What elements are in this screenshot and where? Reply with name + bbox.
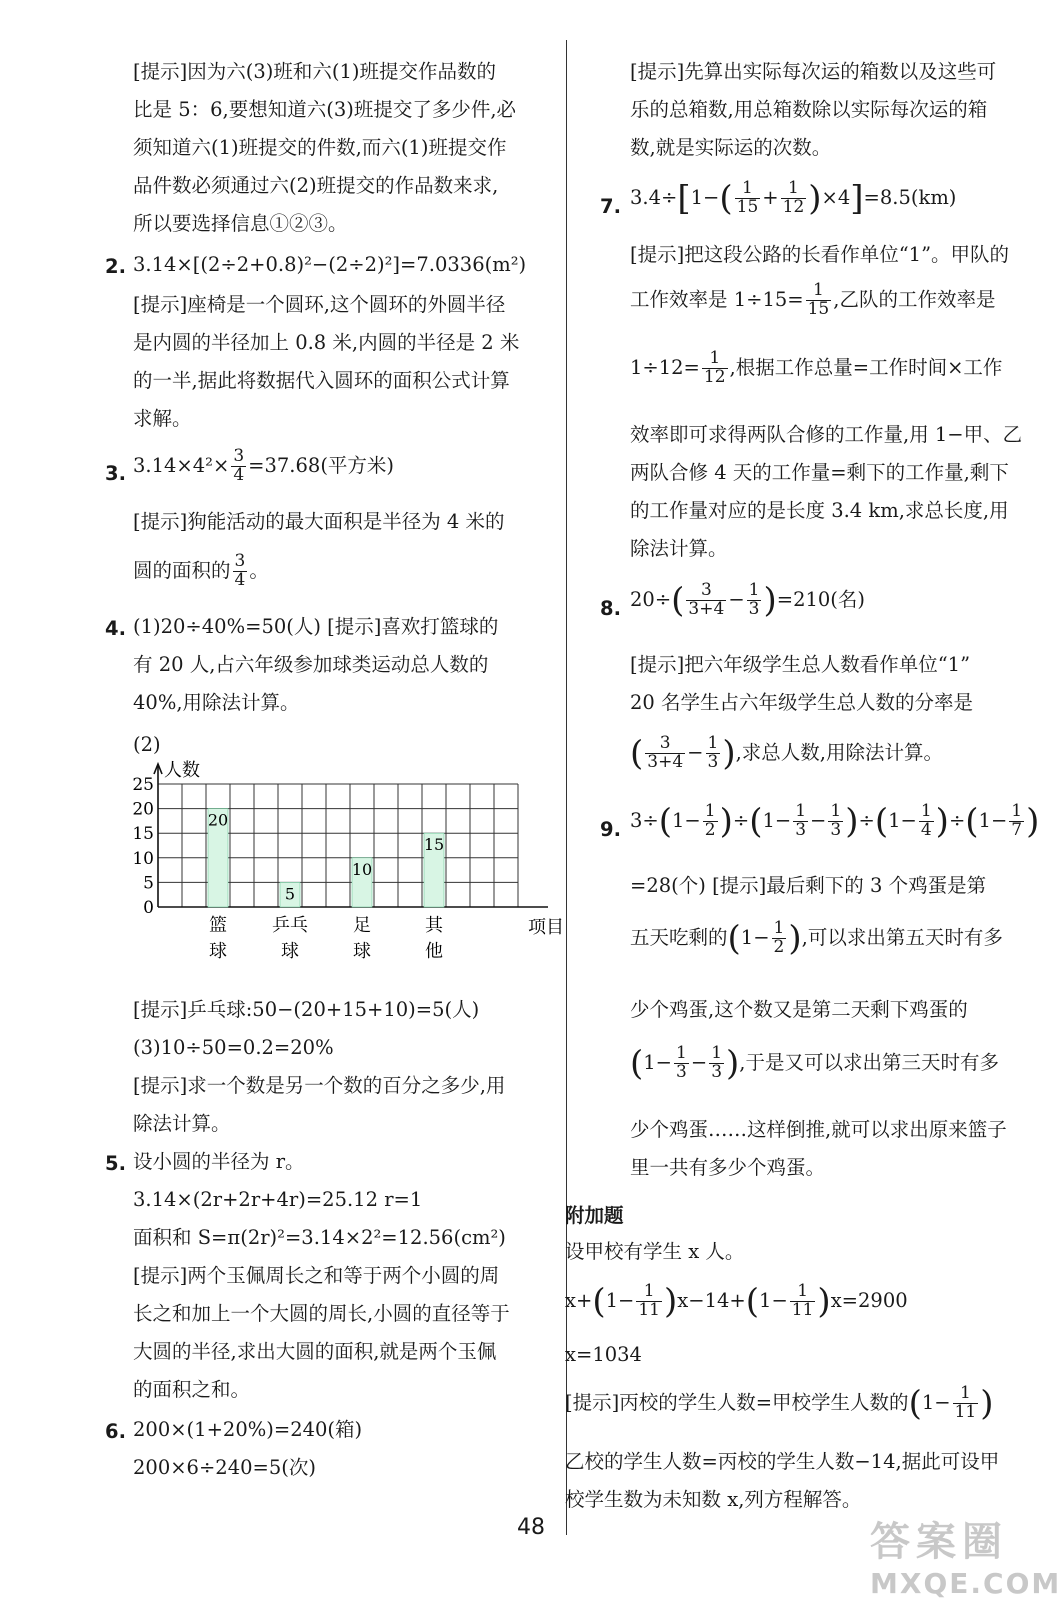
q2-tip-line: 是内圆的半径加上 0.8 米,内圆的半径是 2 米 bbox=[133, 331, 520, 354]
fraction-numerator: 1 bbox=[704, 801, 716, 821]
extra-line: 设甲校有学生 x 人。 bbox=[565, 1240, 745, 1263]
paren-open: ( bbox=[658, 801, 673, 842]
q7-tip-line: 的工作量对应的是长度 3.4 km,求总长度,用 bbox=[630, 499, 1009, 522]
q6-tip-line: [提示]先算出实际每次运的箱数以及这些可 bbox=[630, 60, 997, 83]
q1-tip-line: 品件数必须通过六(2)班提交的作品数来求, bbox=[133, 174, 499, 197]
q3-formula-b: =37.68(平方米) bbox=[248, 453, 395, 477]
q6-tip-line: 数,就是实际运的次数。 bbox=[630, 136, 832, 159]
paren-open: ( bbox=[719, 178, 733, 219]
q9-number: 9. bbox=[600, 818, 621, 841]
fraction bbox=[735, 180, 761, 217]
fraction-numerator: 1 bbox=[920, 801, 932, 821]
fraction-denominator: 11 bbox=[954, 1401, 977, 1422]
fraction bbox=[953, 1385, 979, 1422]
paren-close: ) bbox=[808, 178, 822, 219]
fraction bbox=[747, 582, 762, 619]
q7-tip-line: 效率即可求得两队合修的工作量,用 1−甲、乙 bbox=[630, 423, 1023, 446]
category-label: 他 bbox=[425, 941, 443, 962]
x-axis-label: 项目 bbox=[528, 917, 564, 938]
fraction bbox=[706, 735, 721, 772]
category-label: 足 bbox=[353, 915, 371, 936]
paren-open: ( bbox=[745, 1281, 760, 1322]
fraction bbox=[828, 803, 843, 840]
extra-tip-line: 乙校的学生人数=丙校的学生人数−14,据此可设甲 bbox=[565, 1450, 1000, 1473]
q1-tip-line: 比是 5：6,要想知道六(3)班提交了多少件,必 bbox=[133, 98, 517, 121]
extra-text: x−14+ bbox=[677, 1288, 746, 1312]
extra-section-title: 附加题 bbox=[565, 1204, 624, 1227]
fraction-denominator: 2 bbox=[773, 936, 785, 957]
fraction bbox=[686, 582, 726, 619]
category-label: 篮 bbox=[209, 915, 227, 936]
paren-close: ) bbox=[719, 801, 733, 842]
q5-line: 面积和 S=π(2r)²=3.14×2²=12.56(cm²) bbox=[133, 1226, 506, 1249]
fraction-denominator: 4 bbox=[233, 464, 245, 485]
fraction-denominator: 3+4 bbox=[647, 751, 684, 772]
q2-tip-line: [提示]座椅是一个圆环,这个圆环的外圆半径 bbox=[133, 293, 506, 316]
data-label: 20 bbox=[207, 810, 229, 830]
watermark-logo bbox=[870, 1510, 1061, 1600]
fraction bbox=[806, 282, 832, 319]
paren-close: ) bbox=[722, 733, 736, 774]
q3-formula-a: 3.14×4²× bbox=[133, 453, 230, 477]
q1-tip-line: 须知道六(1)班提交的件数,而六(1)班提交作 bbox=[133, 136, 507, 159]
q4-after-line: 除法计算。 bbox=[133, 1112, 231, 1135]
fraction-denominator: 11 bbox=[638, 1299, 660, 1320]
q7-tip-line: 除法计算。 bbox=[630, 537, 728, 560]
fraction-numerator: 3 bbox=[645, 735, 685, 754]
q4-line: (2) bbox=[133, 733, 161, 756]
fraction bbox=[636, 1283, 662, 1320]
q9-line: =28(个) [提示]最后剩下的 3 个鸡蛋是第 bbox=[630, 874, 987, 897]
y-axis-label: 人数 bbox=[164, 760, 200, 781]
q3-tip-end: 。 bbox=[249, 558, 269, 582]
extra-tip-text: [提示]丙校的学生人数=甲校学生人数的 bbox=[565, 1390, 909, 1414]
q8-tip-line: 20 名学生占六年级学生总人数的分率是 bbox=[630, 691, 974, 714]
fraction-denominator: 3 bbox=[748, 598, 760, 619]
q9-line: (1− $\frac{1}{3}$ − $\frac{1}{3}$ ),于是又可以求出第三天时有多 bbox=[630, 1043, 999, 1084]
q9-formula: 3÷(1− $\frac{1}{2}$ )÷(1− $\frac{1}{3}$ − $\frac{1}{3}$ )÷(1− $\frac{1}{4}$ )÷(1− $\frac{1}{7}$ ) bbox=[630, 801, 1040, 842]
fraction-numerator: 1 bbox=[806, 282, 832, 301]
paren-open: ( bbox=[630, 733, 644, 774]
paren-open: ( bbox=[874, 801, 889, 842]
paren-open: ( bbox=[671, 580, 685, 621]
fraction-numerator: 1 bbox=[748, 580, 760, 600]
fraction-numerator: 1 bbox=[707, 733, 719, 753]
fraction-denominator: 7 bbox=[1011, 819, 1023, 840]
q7-tip-text: 1÷12= bbox=[630, 355, 700, 379]
q3-tip-text: 圆的面积的 bbox=[133, 558, 231, 582]
y-tick-label: 0 bbox=[143, 898, 154, 918]
q4-after-line: (3)10÷50=0.2=20% bbox=[133, 1036, 334, 1059]
q7-number: 7. bbox=[600, 195, 621, 218]
fraction bbox=[919, 803, 934, 840]
fraction-numerator: 3 bbox=[686, 582, 726, 601]
fraction bbox=[1009, 803, 1024, 840]
paren-open: ( bbox=[727, 918, 741, 959]
paren-open: ( bbox=[749, 801, 763, 842]
fraction-denominator: 15 bbox=[736, 196, 759, 217]
q4-number: 4. bbox=[105, 617, 126, 640]
page-number: 48 bbox=[517, 1515, 545, 1540]
paren-open: ( bbox=[592, 1281, 606, 1322]
q9-text: ,于是又可以求出第三天时有多 bbox=[739, 1050, 999, 1074]
bracket-open: [ bbox=[677, 178, 691, 219]
extra-text: x=2900 bbox=[830, 1288, 908, 1312]
fraction-denominator: 4 bbox=[234, 569, 246, 590]
q8-tip-line: ( $\frac{3}{3+4}$ − $\frac{1}{3}$ ),求总人数,用除法计算。 bbox=[630, 733, 943, 774]
q8-number: 8. bbox=[600, 597, 621, 620]
fraction-denominator: 3 bbox=[711, 1061, 723, 1082]
fraction bbox=[674, 1045, 689, 1082]
fraction-numerator: 1 bbox=[735, 180, 761, 199]
category-label: 其 bbox=[425, 915, 443, 936]
paren-close: ) bbox=[845, 801, 859, 842]
q3-number: 3. bbox=[105, 462, 126, 485]
paren-close: ) bbox=[726, 1043, 740, 1084]
fraction bbox=[790, 1283, 816, 1320]
q5-line: [提示]两个玉佩周长之和等于两个小圆的周 bbox=[133, 1264, 500, 1287]
fraction bbox=[781, 180, 807, 217]
fraction-numerator: 1 bbox=[711, 1043, 723, 1063]
q9-text: ,可以求出第五天时有多 bbox=[801, 925, 1003, 949]
q7-formula-text: 3.4÷ bbox=[630, 185, 678, 209]
paren-close: ) bbox=[980, 1383, 994, 1424]
fraction-numerator: 1 bbox=[773, 918, 785, 938]
q8-tip-text: ,求总人数,用除法计算。 bbox=[735, 740, 943, 764]
category-label: 乒乓 bbox=[272, 915, 308, 936]
fraction-numerator: 1 bbox=[1011, 801, 1023, 821]
q4-line: (1)20÷40%=50(人) [提示]喜欢打篮球的 bbox=[133, 615, 499, 638]
q2-number: 2. bbox=[105, 255, 126, 278]
q6-tip-line: 乐的总箱数,用总箱数除以实际每次运的箱 bbox=[630, 98, 988, 121]
y-tick-label: 10 bbox=[132, 848, 154, 869]
watermark-title: 答案圈 bbox=[870, 1519, 1008, 1565]
q7-tip-line: 两队合修 4 天的工作量=剩下的工作量,剩下 bbox=[630, 461, 1009, 484]
q3-tip-line: [提示]狗能活动的最大面积是半径为 4 米的 bbox=[133, 510, 505, 533]
q4-line: 有 20 人,占六年级参加球类运动总人数的 bbox=[133, 653, 489, 676]
extra-line: x=1034 bbox=[565, 1343, 642, 1366]
fraction-numerator: 1 bbox=[702, 350, 728, 369]
fraction-numerator: 1 bbox=[790, 1283, 816, 1302]
fraction bbox=[703, 803, 718, 840]
paren-open: ( bbox=[965, 801, 979, 842]
paren-close: ) bbox=[935, 801, 949, 842]
q8-tip-line: [提示]把六年级学生总人数看作单位“1” bbox=[630, 653, 971, 676]
fraction bbox=[645, 735, 685, 772]
extra-equation: x+(1− $\frac{1}{11}$ )x−14+(1− $\frac{1}{11}$ )x=2900 bbox=[565, 1281, 908, 1322]
fraction-numerator: 1 bbox=[781, 180, 807, 199]
q5-line: 设小圆的半径为 r。 bbox=[133, 1150, 305, 1173]
q7-tip-text: ,根据工作总量=工作时间×工作 bbox=[729, 355, 1003, 379]
fraction-numerator: 3 bbox=[234, 551, 246, 571]
fraction-denominator: 3 bbox=[830, 819, 842, 840]
q5-line: 大圆的半径,求出大圆的面积,就是两个玉佩 bbox=[133, 1340, 497, 1363]
q7-tip-text: ,乙队的工作效率是 bbox=[833, 287, 996, 311]
q5-line: 长之和加上一个大圆的周长,小圆的直径等于 bbox=[133, 1302, 510, 1325]
q4-after-line: [提示]求一个数是另一个数的百分之多少,用 bbox=[133, 1074, 506, 1097]
fraction bbox=[793, 803, 808, 840]
q7-formula: 3.4÷[1−( $\frac{1}{15}$ + $\frac{1}{12}$ )×4]=8.5(km) bbox=[630, 178, 957, 219]
fraction-denominator: 3 bbox=[795, 819, 807, 840]
extra-tip-line: [提示]丙校的学生人数=甲校学生人数的(1− $\frac{1}{11}$ ) bbox=[565, 1383, 994, 1424]
q9-line: 五天吃剩的(1− $\frac{1}{2}$ ),可以求出第五天时有多 bbox=[630, 918, 1003, 959]
fraction bbox=[702, 350, 728, 387]
y-tick-label: 25 bbox=[132, 775, 154, 795]
q5-number: 5. bbox=[105, 1152, 126, 1175]
q9-line: 里一共有多少个鸡蛋。 bbox=[630, 1156, 826, 1179]
fraction-denominator: 2 bbox=[704, 819, 716, 840]
q7-tip-line bbox=[630, 282, 995, 319]
y-tick-label: 20 bbox=[132, 799, 154, 820]
category-label: 球 bbox=[209, 941, 227, 962]
q4-after-line: [提示]乒乓球:50−(20+15+10)=5(人) bbox=[133, 998, 480, 1021]
q7-result: =8.5(km) bbox=[863, 185, 957, 209]
bracket-close: ] bbox=[850, 178, 864, 219]
q6-number: 6. bbox=[105, 1420, 126, 1443]
q2-formula: 3.14×[(2÷2+0.8)²−(2÷2)²]=7.0336(m²) bbox=[133, 253, 527, 276]
fraction-numerator: 3 bbox=[233, 446, 245, 466]
paren-close: ) bbox=[763, 580, 777, 621]
q7-tip-text: 工作效率是 1÷15= bbox=[630, 287, 804, 311]
q1-tip-line: [提示]因为六(3)班和六(1)班提交作品数的 bbox=[133, 60, 496, 83]
fraction-denominator: 3+4 bbox=[688, 598, 725, 619]
fraction-denominator: 11 bbox=[791, 1299, 814, 1320]
paren-open: ( bbox=[908, 1383, 922, 1424]
paren-close: ) bbox=[788, 918, 802, 959]
data-label: 5 bbox=[284, 884, 296, 904]
fraction-denominator: 4 bbox=[920, 819, 932, 840]
q5-line: 的面积之和。 bbox=[133, 1378, 251, 1401]
fraction bbox=[772, 920, 787, 957]
q2-tip-line: 的一半,据此将数据代入圆环的面积公式计算 bbox=[133, 369, 510, 392]
paren-open: ( bbox=[630, 1043, 644, 1084]
y-tick-label: 15 bbox=[132, 824, 154, 845]
paren-close: ) bbox=[817, 1281, 831, 1322]
fraction-numerator: 1 bbox=[953, 1385, 979, 1404]
fraction-numerator: 1 bbox=[830, 801, 842, 821]
q1-tip-line: 所以要选择信息①②③。 bbox=[133, 212, 348, 235]
fraction-denominator: 15 bbox=[807, 298, 830, 319]
fraction-denominator: 12 bbox=[703, 366, 726, 387]
category-label: 球 bbox=[353, 941, 371, 962]
q5-line: 3.14×(2r+2r+4r)=25.12 r=1 bbox=[133, 1188, 423, 1211]
data-label: 10 bbox=[351, 859, 373, 879]
q6-line: 200×(1+20%)=240(箱) bbox=[133, 1418, 363, 1441]
q9-line: 少个鸡蛋……这样倒推,就可以求出原来篮子 bbox=[630, 1118, 1007, 1141]
fraction-numerator: 1 bbox=[795, 801, 807, 821]
q8-formula: 20÷( $\frac{3}{3+4}$ − $\frac{1}{3}$ )=210(名) bbox=[630, 580, 866, 621]
paren-close: ) bbox=[664, 1281, 678, 1322]
q2-tip-line: 求解。 bbox=[133, 407, 192, 430]
data-label: 15 bbox=[423, 835, 445, 855]
q7-tip-line bbox=[630, 350, 1002, 387]
fraction-denominator: 12 bbox=[782, 196, 805, 217]
y-tick-label: 5 bbox=[143, 873, 154, 894]
paren-close: ) bbox=[1026, 801, 1040, 842]
fraction-numerator: 1 bbox=[636, 1283, 662, 1302]
fraction-denominator: 3 bbox=[707, 751, 719, 772]
fraction-denominator: 3 bbox=[676, 1061, 687, 1082]
fraction-numerator: 1 bbox=[676, 1043, 687, 1063]
q6-line: 200×6÷240=5(次) bbox=[133, 1456, 316, 1479]
q4-line: 40%,用除法计算。 bbox=[133, 691, 300, 714]
watermark-url: MXQE.COM bbox=[870, 1567, 1061, 1600]
extra-tip-line: 校学生数为未知数 x,列方程解答。 bbox=[565, 1488, 862, 1511]
fraction bbox=[709, 1045, 724, 1082]
q7-tip-line: [提示]把这段公路的长看作单位“1”。甲队的 bbox=[630, 243, 1010, 266]
category-label: 球 bbox=[281, 941, 299, 962]
q9-text: 五天吃剩的 bbox=[630, 925, 728, 949]
q9-line: 少个鸡蛋,这个数又是第二天剩下鸡蛋的 bbox=[630, 998, 968, 1021]
